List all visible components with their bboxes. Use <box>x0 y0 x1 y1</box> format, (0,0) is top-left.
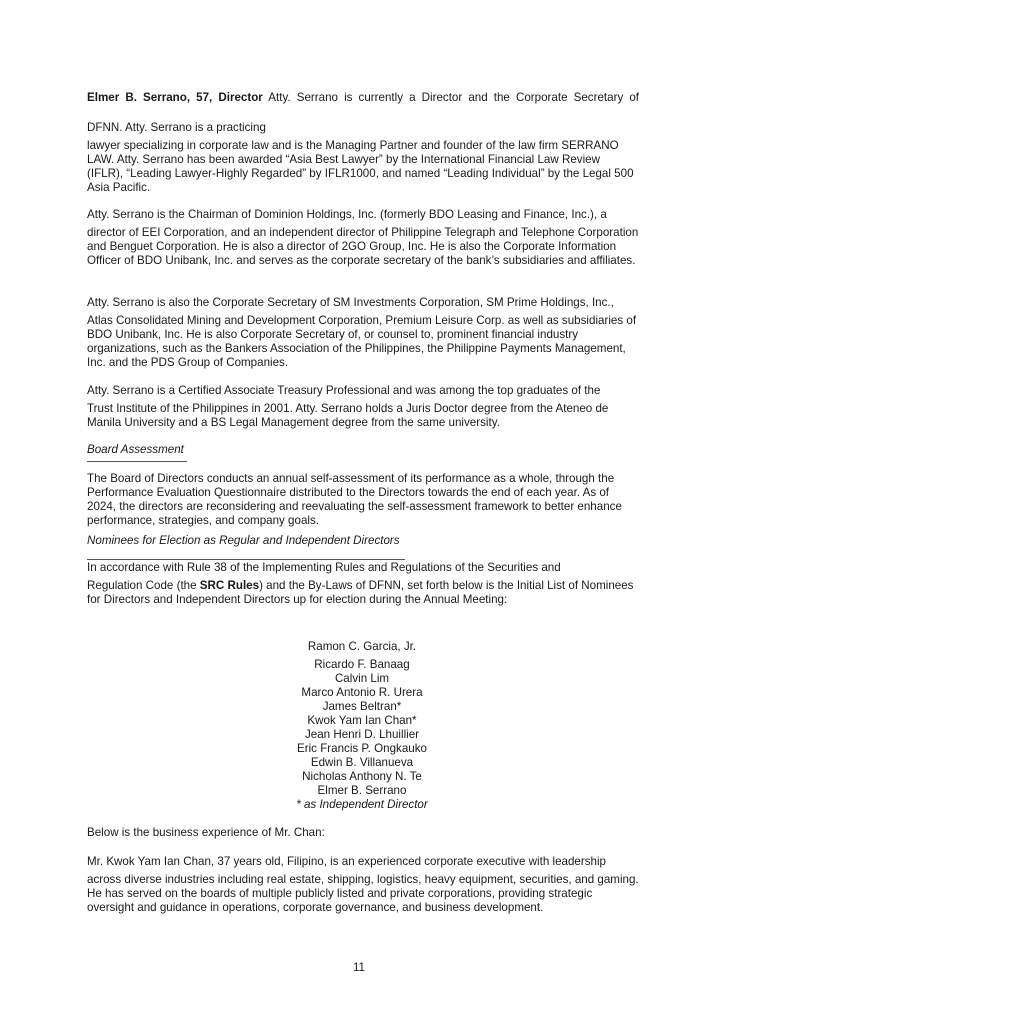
nominee-list <box>262 640 462 812</box>
chan-rest: across diverse industries including real estate, shipping, logistics, heavy equipment, securities, and gaming. He has served on the boards of multiple publicly listed and private corporations, providing strategic oversight and guidance in operations, corporate governance, and business development. <box>87 873 639 914</box>
serrano-intro-text: Atty. Serrano is currently a Director and the Corporate Secretary of <box>268 91 640 104</box>
serrano-heading-line <box>87 91 639 105</box>
serrano-paragraph-2 <box>87 208 639 268</box>
serrano-paragraph-3 <box>87 296 639 370</box>
p1-rest: lawyer specializing in corporate law and is the Managing Partner and founder of the law firm SERRANO LAW. Atty. Serrano has been awarded “Asia Best Lawyer” by the International Financial Law Review (IFLR), “Leading Lawyer-Highly Regarded” by IFLR1000, and named “Leading Individual” by the Legal 500 Asia Pacific. <box>87 139 634 194</box>
nominee-name: Edwin B. Villanueva <box>310 756 414 769</box>
p2-line1: Atty. Serrano is the Chairman of Dominion Holdings, Inc. (formerly BDO Leasing and Finance, Inc.), a <box>87 208 607 221</box>
nominee-name: Eric Francis P. Ongkauko <box>297 742 427 755</box>
src-rules-term: SRC Rules <box>199 579 260 592</box>
nominee-name: Kwok Yam Ian Chan* <box>307 714 417 727</box>
nominee-name: Calvin Lim <box>334 672 390 685</box>
board-assessment-paragraph <box>87 472 639 528</box>
nominee-name: Ramon C. Garcia, Jr. <box>307 640 417 653</box>
nominee-name: Nicholas Anthony N. Te <box>302 770 422 783</box>
p2-rest: director of EEI Corporation, and an independent director of Philippine Telegraph and Telephone Corporation and Benguet Corporation. He is also a director of 2GO Group, Inc. He is also the Corporate Information Officer of BDO Unibank, Inc. and serves as the corporate secretary of the bank’s subsidiaries and affiliates. <box>87 226 639 267</box>
nominees-intro-post: ) and the By-Laws of DFNN, set forth below is the Initial List of Nominees for Directors and Independent Directors up for election during the Annual Meeting: <box>87 579 634 606</box>
nominees-underline <box>87 559 405 560</box>
board-assessment-text: The Board of Directors conducts an annual self-assessment of its performance as a whole, through the Performance Evaluation Questionnaire distributed to the Directors towards the end of each year. As of 2024, the directors are reconsidering and reevaluating the self-assessment framework to better enhance performance, strategies, and company goals. <box>87 472 622 527</box>
board-assessment-heading: Board Assessment <box>87 443 184 456</box>
independent-director-note: * as Independent Director <box>296 798 428 811</box>
nominees-intro-line1: In accordance with Rule 38 of the Implementing Rules and Regulations of the Securities and <box>87 561 561 574</box>
board-assessment-underline <box>87 461 187 462</box>
nominee-name: Marco Antonio R. Urera <box>301 686 423 699</box>
chan-line1: Mr. Kwok Yam Ian Chan, 37 years old, Filipino, is an experienced corporate executive with leadership <box>87 855 606 868</box>
chan-intro-text: Below is the business experience of Mr. Chan: <box>87 826 325 839</box>
p3-line1: Atty. Serrano is also the Corporate Secretary of SM Investments Corporation, SM Prime Holdings, Inc., <box>87 296 614 309</box>
p4-line1: Atty. Serrano is a Certified Associate Treasury Professional and was among the top graduates of the <box>87 384 601 397</box>
nominees-intro-pre: Regulation Code (the <box>87 579 200 592</box>
page-number: 11 <box>352 961 366 974</box>
nominee-name: Ricardo F. Banaag <box>314 658 410 671</box>
nominees-intro-paragraph <box>87 561 639 607</box>
serrano-paragraph-4 <box>87 384 639 430</box>
p4-rest: Trust Institute of the Philippines in 2001. Atty. Serrano holds a Juris Doctor degree from the Ateneo de Manila University and a BS Legal Management degree from the same university. <box>87 402 609 429</box>
nominee-name: Elmer B. Serrano <box>317 784 407 797</box>
nominee-name: James Beltran* <box>322 700 402 713</box>
p1-line1: DFNN. Atty. Serrano is a practicing <box>87 121 266 134</box>
chan-paragraph <box>87 855 639 915</box>
serrano-paragraph-1 <box>87 121 639 195</box>
serrano-name-title: Elmer B. Serrano, 57, Director <box>87 91 263 104</box>
p3-rest: Atlas Consolidated Mining and Development Corporation, Premium Leisure Corp. as well as subsidiaries of BDO Unibank, Inc. He is also Corporate Secretary of, or counsel to, prominent financial industry organizations, such as the Bankers Association of the Philippines, the Philippine Payments Management, Inc. and the PDS Group of Companies. <box>87 314 637 369</box>
chan-intro <box>87 826 639 840</box>
nominee-name: Jean Henri D. Lhuillier <box>304 728 420 741</box>
nominees-heading: Nominees for Election as Regular and Independent Directors <box>87 534 400 547</box>
